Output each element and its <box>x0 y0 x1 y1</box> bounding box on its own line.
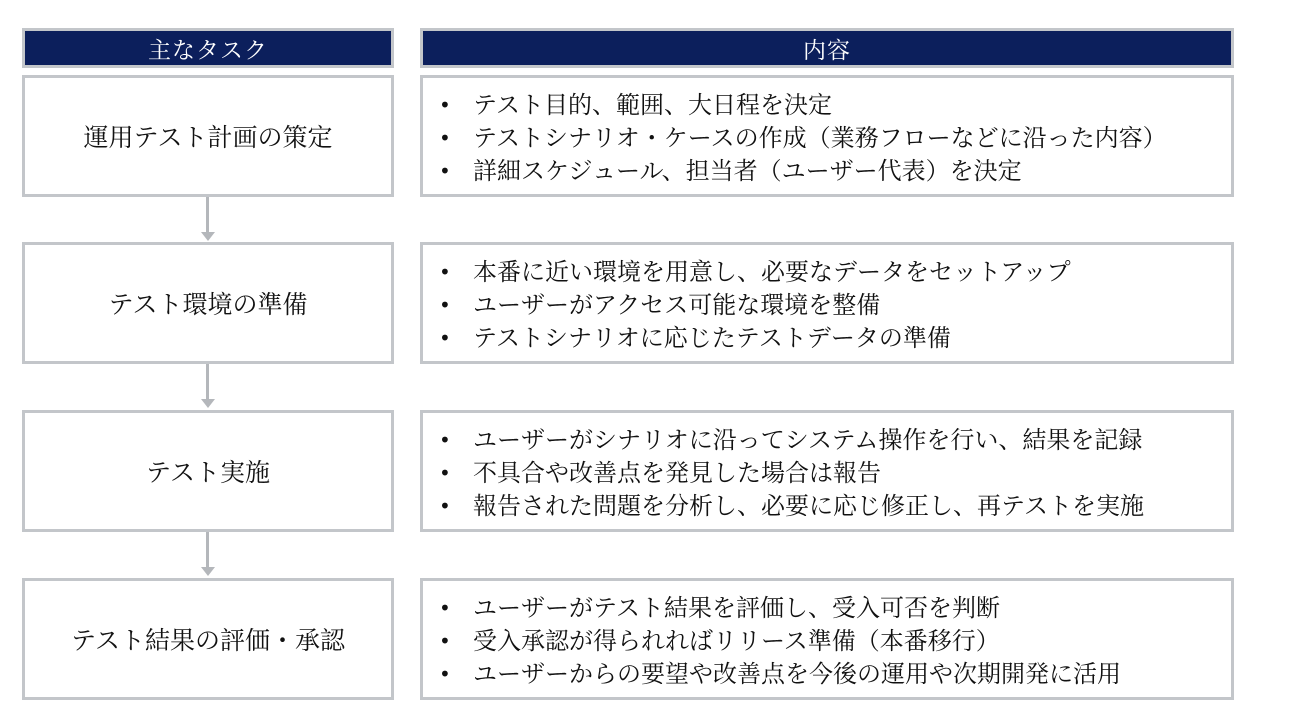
task-label: テスト環境の準備 <box>108 290 308 319</box>
bullet-icon: • <box>439 260 451 284</box>
content-list <box>439 592 1121 691</box>
content-list <box>439 256 1071 355</box>
list-item: • 本番に近い環境を用意し、必要なデータをセットアップ <box>439 256 1071 289</box>
down-arrow-icon <box>197 197 219 242</box>
bullet-icon: • <box>439 596 451 620</box>
list-item: • ユーザーからの要望や改善点を今後の運用や次期開発に活用 <box>439 658 1121 691</box>
list-item: • 報告された問題を分析し、必要に応じ修正し、再テストを実施 <box>439 490 1144 523</box>
content-box-execution <box>420 410 1234 532</box>
header-main-tasks: 主なタスク <box>22 28 394 68</box>
bullet-icon: • <box>439 494 451 518</box>
down-arrow-icon <box>197 364 219 410</box>
task-box-environment <box>22 242 394 364</box>
task-box-plan <box>22 75 394 197</box>
list-item: • テストシナリオ・ケースの作成（業務フローなどに沿った内容） <box>439 122 1167 155</box>
list-item: • テスト目的、範囲、大日程を決定 <box>439 89 1167 122</box>
task-label: テスト実施 <box>145 458 270 487</box>
task-label: 運用テスト計画の策定 <box>83 123 333 152</box>
list-item: • ユーザーがアクセス可能な環境を整備 <box>439 289 1071 322</box>
bullet-icon: • <box>439 662 451 686</box>
bullet-icon: • <box>439 93 451 117</box>
bullet-icon: • <box>439 293 451 317</box>
content-list <box>439 89 1167 188</box>
list-item: • テストシナリオに応じたテストデータの準備 <box>439 322 1071 355</box>
bullet-icon: • <box>439 159 451 183</box>
list-item: • ユーザーがシナリオに沿ってシステム操作を行い、結果を記録 <box>439 424 1144 457</box>
bullet-icon: • <box>439 126 451 150</box>
bullet-icon: • <box>439 428 451 452</box>
bullet-icon: • <box>439 461 451 485</box>
list-item: • 不具合や改善点を発見した場合は報告 <box>439 457 1144 490</box>
task-box-execution <box>22 410 394 532</box>
content-box-environment <box>420 242 1234 364</box>
list-item: • ユーザーがテスト結果を評価し、受入可否を判断 <box>439 592 1121 625</box>
content-list <box>439 424 1144 523</box>
list-item: • 詳細スケジュール、担当者（ユーザー代表）を決定 <box>439 155 1167 188</box>
content-box-plan <box>420 75 1234 197</box>
list-item: • 受入承認が得られればリリース準備（本番移行） <box>439 625 1121 658</box>
task-label: テスト結果の評価・承認 <box>70 626 345 655</box>
bullet-icon: • <box>439 629 451 653</box>
content-box-evaluation <box>420 578 1234 700</box>
header-content: 内容 <box>420 28 1234 68</box>
bullet-icon: • <box>439 326 451 350</box>
down-arrow-icon <box>197 532 219 578</box>
task-box-evaluation <box>22 578 394 700</box>
